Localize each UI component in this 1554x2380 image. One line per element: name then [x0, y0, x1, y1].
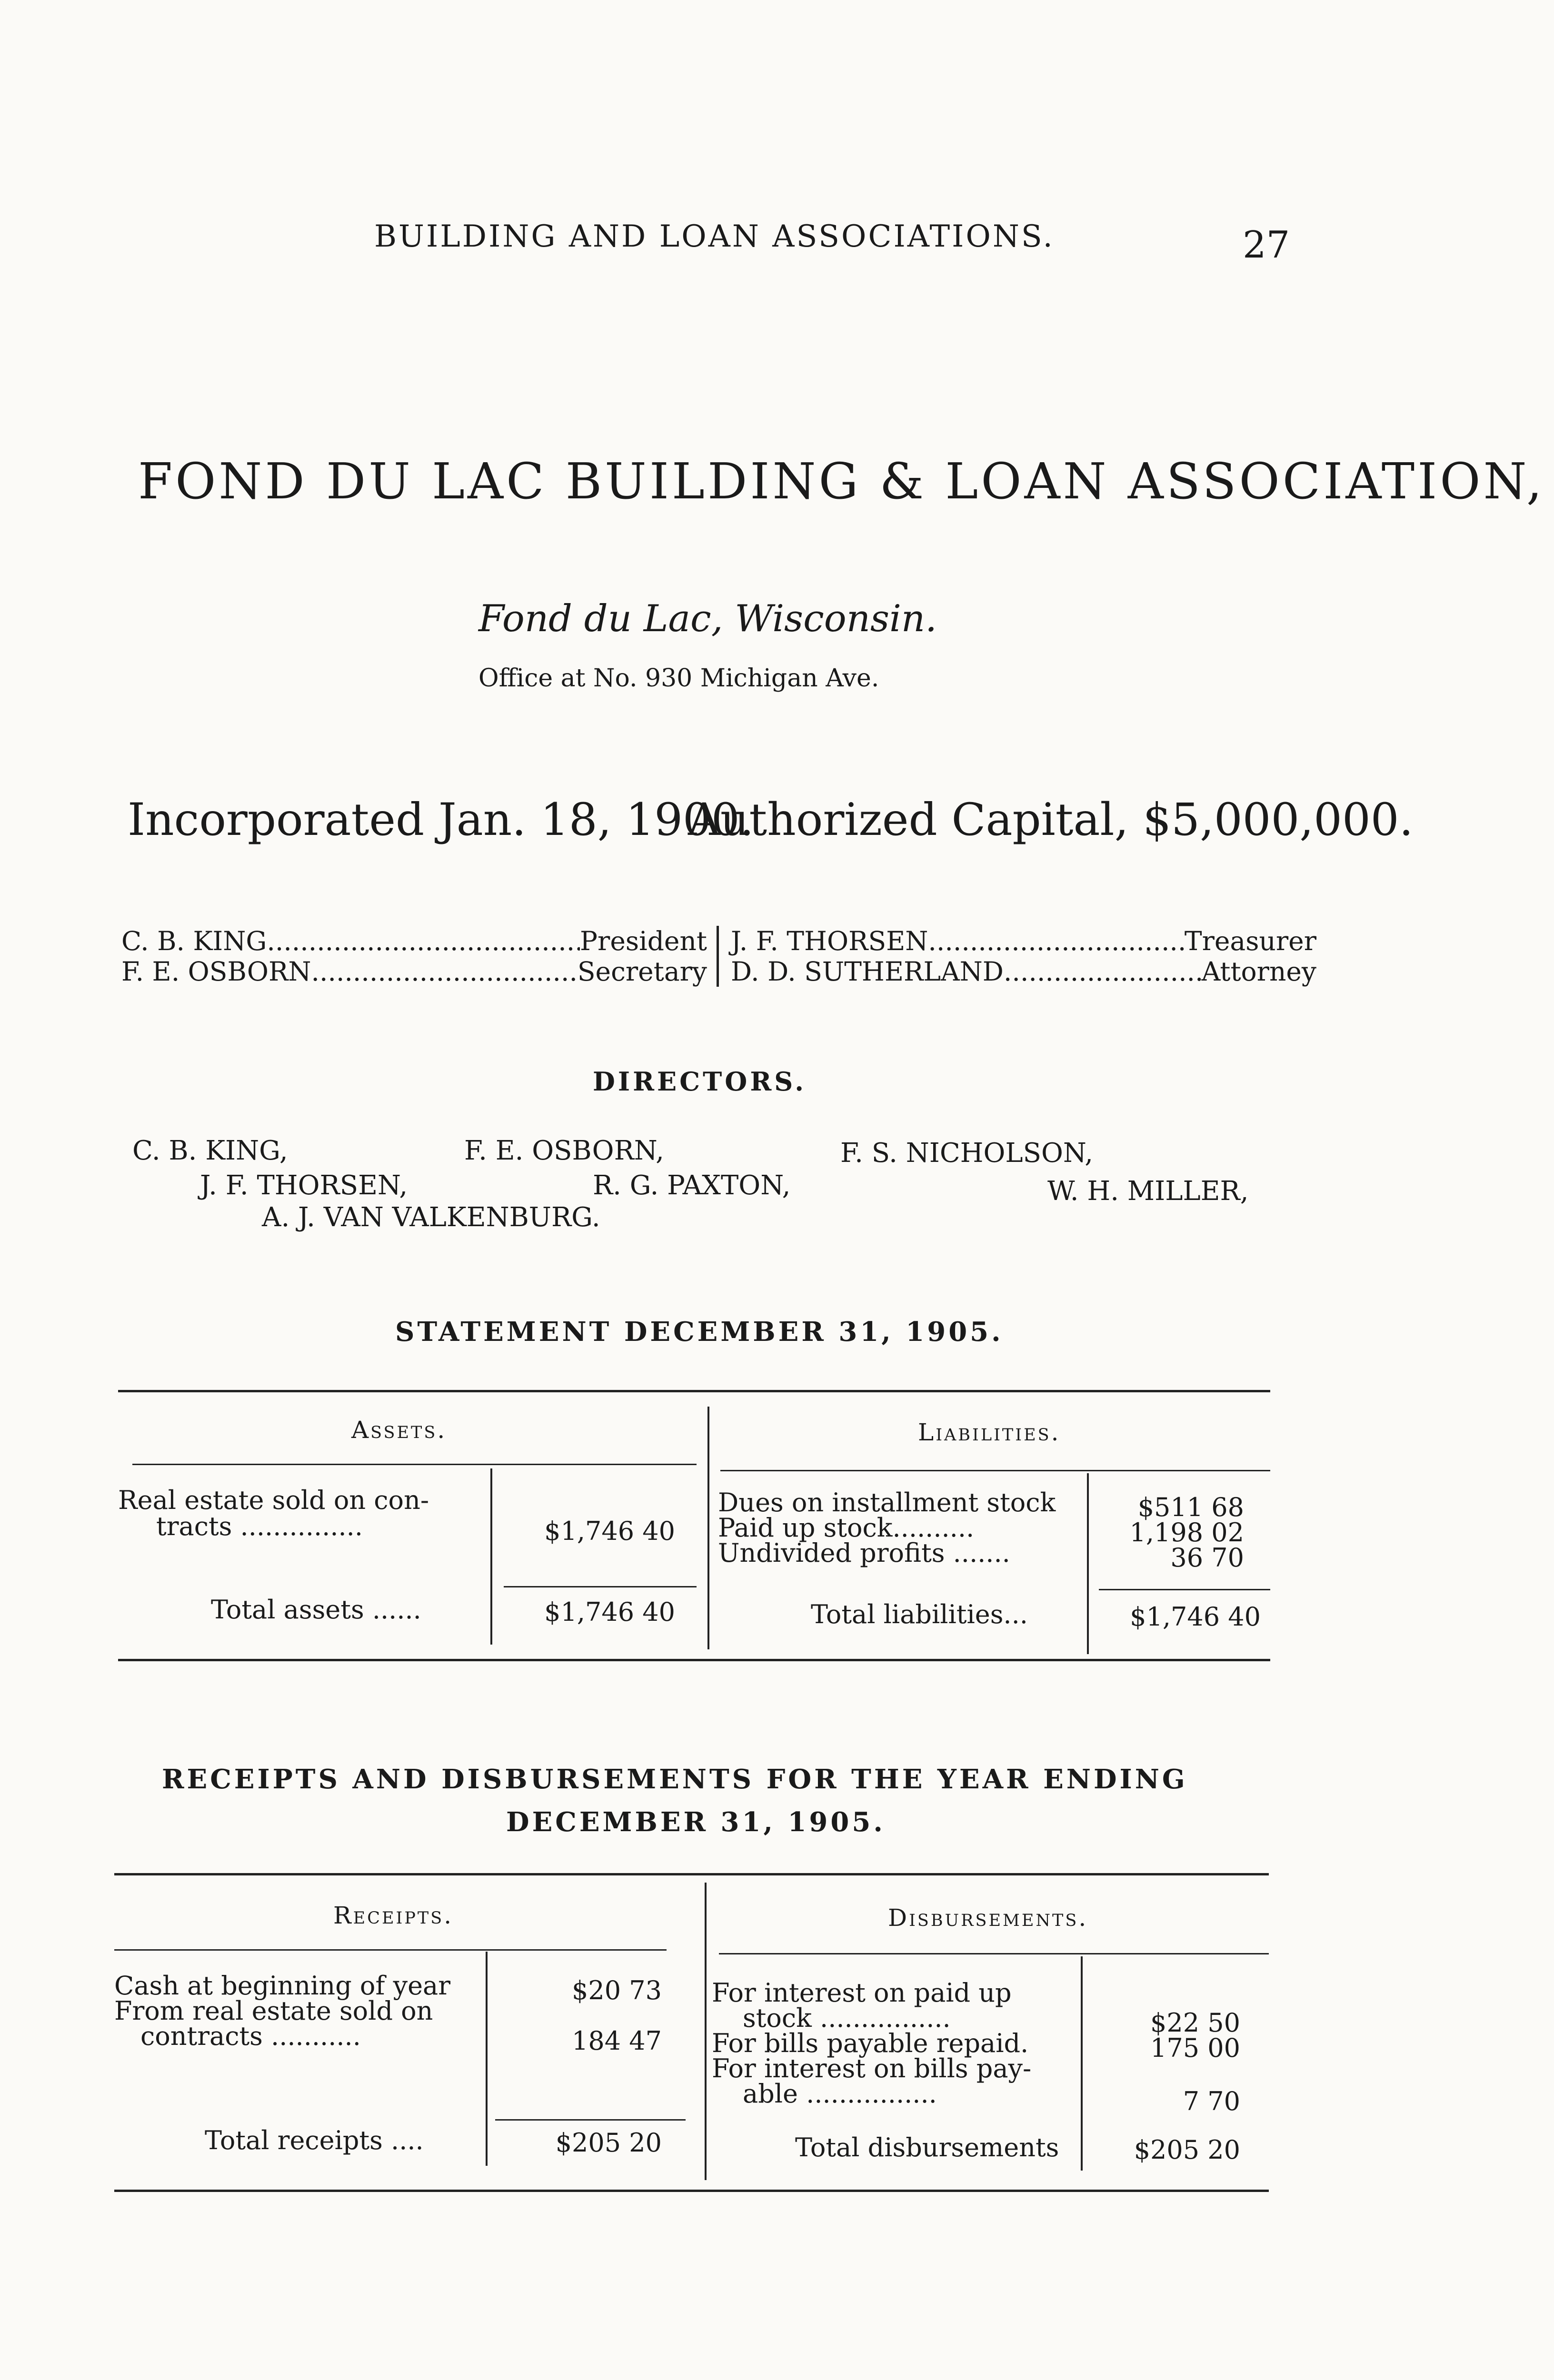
disbursement-amount: 7 70 [1183, 2086, 1240, 2116]
officer-entry [719, 926, 1316, 956]
receipt-label: From real estate sold on [114, 1996, 433, 2026]
receipt-label-cont: contracts ........... [140, 2021, 361, 2051]
total-receipts-amount: $205 20 [555, 2128, 662, 2158]
officer-entry [719, 956, 1316, 987]
disbursement-label-cont: stock ................ [743, 2003, 951, 2033]
column-divider [705, 1883, 707, 2180]
asset-amount: $1,746 40 [544, 1516, 675, 1546]
officer-entry [121, 926, 719, 956]
officers-row [121, 926, 1316, 956]
officer-title: Attorney [1201, 956, 1316, 987]
total-assets-label: Total assets ...... [211, 1595, 421, 1625]
liabilities-amount-divider [1087, 1473, 1089, 1654]
statement-heading: STATEMENT DECEMBER 31, 1905. [395, 1316, 1004, 1348]
directors-heading: DIRECTORS. [593, 1066, 807, 1097]
liability-amount: 1,198 02 [1129, 1517, 1244, 1547]
receipts-amount-divider [486, 1952, 488, 2166]
table-bottom-rule [114, 2190, 1269, 2192]
officer-name: J. F. THORSEN [731, 926, 928, 956]
assets-heading-rule [132, 1464, 697, 1465]
receipt-amount: 184 47 [572, 2026, 662, 2056]
director-name: C. B. KING, [132, 1135, 288, 1166]
asset-label-cont: tracts ............... [156, 1511, 363, 1541]
authorized-capital: Authorized Capital, $5,000,000. [688, 794, 1414, 846]
office-address: Office at No. 930 Michigan Ave. [478, 664, 879, 693]
disbursements-amount-divider [1081, 1956, 1083, 2171]
officers-list [121, 926, 1316, 987]
officer-title: President [580, 926, 707, 956]
table-top-rule [114, 1873, 1269, 1875]
officer-name: F. E. OSBORN [121, 956, 311, 987]
liabilities-total-rule [1099, 1589, 1270, 1590]
disbursement-label-cont: able ................ [743, 2079, 937, 2109]
leader-dots [311, 956, 578, 987]
assets-heading: Assets. [351, 1416, 447, 1444]
receipts-total-rule [495, 2119, 686, 2121]
disbursement-amount: 175 00 [1150, 2033, 1240, 2063]
director-name: R. G. PAXTON, [593, 1170, 791, 1201]
director-name: F. S. NICHOLSON, [840, 1138, 1094, 1169]
officer-name: D. D. SUTHERLAND [731, 956, 1004, 987]
director-name: W. H. MILLER, [1047, 1176, 1249, 1207]
receipts-disbursements-heading-date: DECEMBER 31, 1905. [506, 1806, 886, 1838]
officer-title: Secretary [577, 956, 707, 987]
assets-amount-divider [490, 1468, 492, 1645]
receipts-disbursements-table [114, 1873, 1269, 2197]
liability-amount: $511 68 [1137, 1492, 1244, 1522]
running-header: BUILDING AND LOAN ASSOCIATIONS. [374, 219, 1055, 254]
leader-dots [267, 926, 580, 956]
officer-title: Treasurer [1184, 926, 1316, 956]
disbursement-label: For interest on paid up [712, 1978, 1012, 2008]
director-name: F. E. OSBORN, [464, 1135, 664, 1166]
disbursement-label: For bills payable repaid. [712, 2028, 1029, 2058]
director-name: J. F. THORSEN, [200, 1170, 408, 1201]
leader-dots [928, 926, 1184, 956]
total-receipts-label: Total receipts .... [205, 2125, 424, 2155]
receipt-label: Cash at beginning of year [114, 1971, 451, 2001]
liabilities-heading: Liabilities. [918, 1418, 1061, 1446]
liabilities-heading-rule [720, 1470, 1270, 1471]
incorporation-date: Incorporated Jan. 18, 1900. [128, 794, 754, 846]
officer-name: C. B. KING [121, 926, 267, 956]
total-liabilities-label: Total liabilities... [811, 1599, 1028, 1629]
director-name: A. J. VAN VALKENBURG. [262, 1202, 600, 1233]
association-location: Fond du Lac, Wisconsin. [478, 597, 937, 640]
receipts-disbursements-heading: RECEIPTS AND DISBURSEMENTS FOR THE YEAR ENDING [162, 1764, 1188, 1795]
leader-dots [1004, 956, 1202, 987]
receipt-amount: $20 73 [572, 1975, 662, 2005]
disbursements-heading-rule [719, 1953, 1269, 1954]
total-liabilities-amount: $1,746 40 [1130, 1602, 1261, 1632]
disbursement-label: For interest on bills pay- [712, 2053, 1032, 2083]
asset-label: Real estate sold on con- [118, 1485, 429, 1515]
page-number: 27 [1243, 224, 1290, 267]
receipts-heading-rule [114, 1949, 667, 1951]
disbursements-heading: Disbursements. [888, 1904, 1088, 1932]
table-bottom-rule [118, 1659, 1270, 1661]
receipts-heading: Receipts. [333, 1902, 454, 1929]
total-disbursements-label: Total disbursements [795, 2132, 1059, 2162]
association-name: FOND DU LAC BUILDING & LOAN ASSOCIATION, [138, 452, 1545, 510]
liability-label: Undivided profits ....... [718, 1538, 1010, 1568]
assets-total-rule [504, 1586, 697, 1587]
total-assets-amount: $1,746 40 [544, 1597, 675, 1627]
disbursement-amount: $22 50 [1150, 2008, 1240, 2038]
officers-row [121, 956, 1316, 987]
liability-label: Paid up stock.......... [718, 1513, 975, 1543]
liability-amount: 36 70 [1170, 1543, 1244, 1573]
total-disbursements-amount: $205 20 [1134, 2135, 1240, 2165]
column-divider [707, 1407, 709, 1649]
table-top-rule [118, 1390, 1270, 1392]
officer-entry [121, 956, 719, 987]
statement-table [118, 1390, 1270, 1666]
liability-label: Dues on installment stock [718, 1488, 1056, 1517]
